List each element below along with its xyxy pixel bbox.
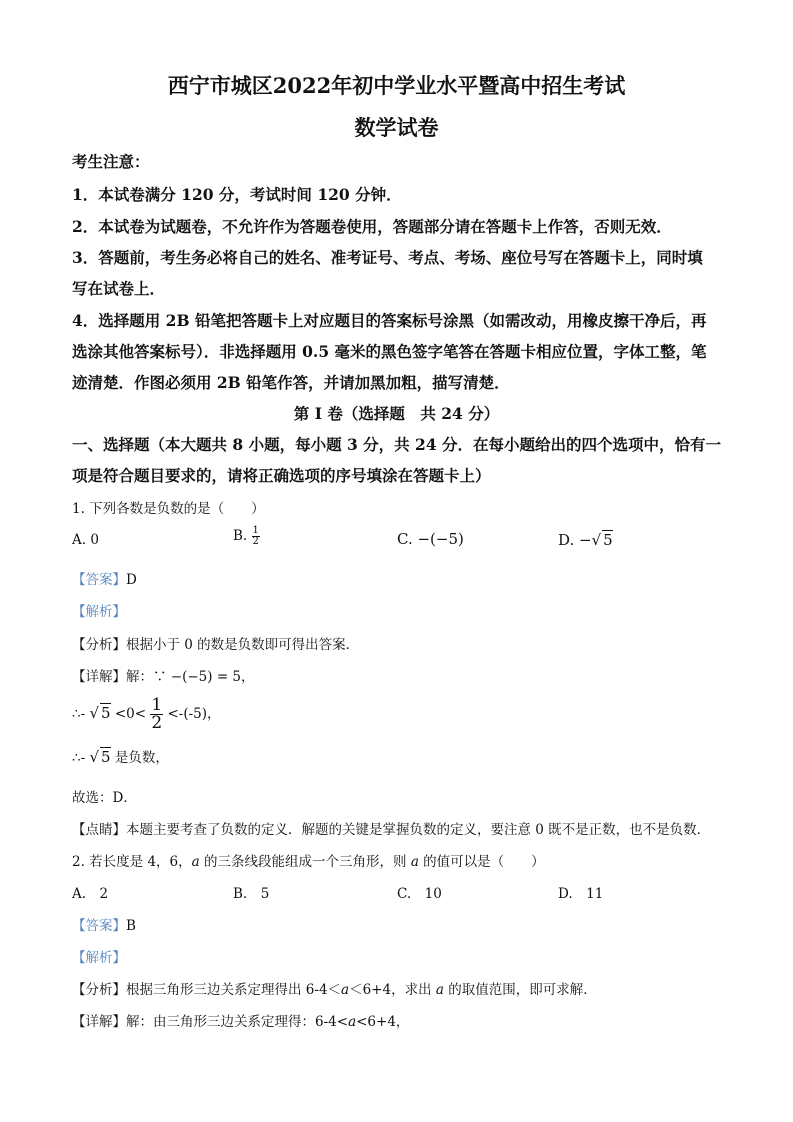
q2-option-d: D. 11 xyxy=(558,886,604,902)
section-instructions-1: 一、选择题（本大题共 8 小题，每小题 3 分，共 24 分．在每小题给出的四个选项中，恰有一 xyxy=(72,435,722,454)
notice-item-3: 3．答题前，考生务必将自己的姓名、准考证号、考点、考场、座位号写在答题卡上，同时填 xyxy=(72,248,703,267)
q1-fenxi: 【分析】根据小于 0 的数是负数即可得出答案． xyxy=(72,637,360,653)
exam-title: 西宁市城区2022年初中学业水平暨高中招生考试 xyxy=(167,73,626,98)
notice-item-3-cont: 写在试卷上． xyxy=(72,279,166,298)
volume-title: 第 I 卷（选择题 共 24 分） xyxy=(293,404,500,423)
q1-step-3: ∴- √ 5 是负数， xyxy=(72,748,169,766)
exam-subtitle: 数学试卷 xyxy=(354,115,439,140)
q1-option-c: C. −(−5) xyxy=(397,530,464,548)
fraction-one-half: $\frac{1}{2}$ xyxy=(151,695,163,733)
q1-choose: 故选：D． xyxy=(72,790,137,806)
fraction-one-half: $\frac{1}{2}$ xyxy=(252,525,259,547)
notice-item-2: 2．本试卷为试题卷，不允许作为答题卷使用，答题部分请在答题卡上作答，否则无效． xyxy=(72,217,672,236)
q1-step-2: ∴- √ 5 <0< $\frac{1}{2}$ <-(-5)， xyxy=(72,695,221,733)
sqrt-icon: √ xyxy=(89,704,100,722)
q2-option-c: C. 10 xyxy=(397,886,442,902)
q2-fenxi: 【分析】根据三角形三边关系定理得出 6-4＜a＜6+4，求出 a 的取值范围，即可求解． xyxy=(72,982,597,998)
notice-item-4: 4．选择题用 2B 铅笔把答题卡上对应题目的答案标号涂黑（如需改动，用橡皮擦干净后，再 xyxy=(72,311,707,330)
sqrt-icon: √ xyxy=(89,748,100,766)
q1-analysis-label: 【解析】 xyxy=(72,604,126,620)
q1-option-d: D. −√ 5 xyxy=(558,531,613,549)
q1-answer: 【答案】D xyxy=(72,572,137,588)
q1-dianjing: 【点睛】本题主要考查了负数的定义．解题的关键是掌握负数的定义，要注意 0 既不是正数，也不是负数． xyxy=(72,822,711,838)
question-2-stem: 2. 若长度是 4，6，a 的三条线段能组成一个三角形，则 a 的值可以是（ ） xyxy=(72,854,545,870)
notice-item-4-cont2: 迹清楚．作图必须用 2B 铅笔作答，并请加黑加粗，描写清楚． xyxy=(72,373,510,392)
q2-option-b: B. 5 xyxy=(233,886,270,902)
q2-analysis-label: 【解析】 xyxy=(72,950,126,966)
notice-heading: 考生注意： xyxy=(72,152,150,171)
section-instructions-2: 项是符合题目要求的，请将正确选项的序号填涂在答题卡上） xyxy=(72,466,491,485)
notice-item-4-cont: 选涂其他答案标号）．非选择题用 0.5 毫米的黑色签字笔答在答题卡相应位置，字体工整，笔 xyxy=(72,342,707,361)
question-1-stem: 1. 下列各数是负数的是（ ） xyxy=(72,501,265,517)
q2-option-a: A. 2 xyxy=(72,886,109,902)
sqrt-icon: √ xyxy=(591,531,602,549)
q1-option-b: B. $\frac{1}{2}$ xyxy=(233,525,259,547)
notice-item-1: 1．本试卷满分 120 分，考试时间 120 分钟． xyxy=(72,185,402,204)
q2-xiangjie: 【详解】解：由三角形三边关系定理得：6-4<a<6+4， xyxy=(72,1014,410,1030)
q2-answer: 【答案】B xyxy=(72,918,136,934)
q1-xiangjie: 【详解】解：∵ −(−5) = 5， xyxy=(72,669,255,685)
q1-option-a: A. 0 xyxy=(72,532,99,548)
